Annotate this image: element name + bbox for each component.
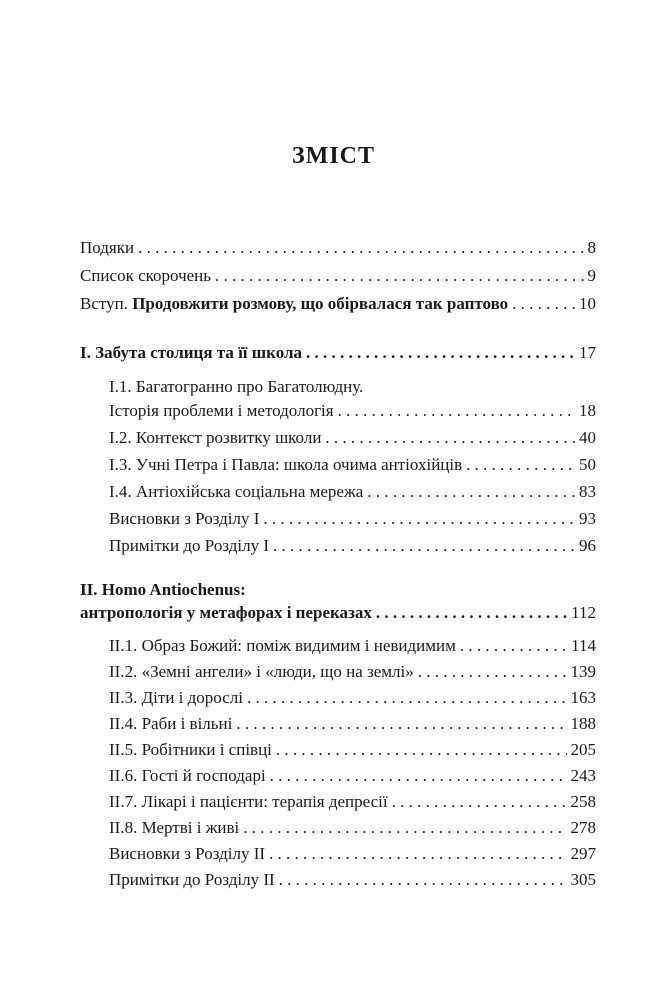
toc-entry-label: Примітки до Розділу II <box>109 870 275 889</box>
toc-entry-label: II.1. Образ Божий: поміж видимим і невидимим <box>109 636 456 655</box>
dot-leader <box>418 662 567 682</box>
toc-entry-label: I.3. Учні Петра і Павла: школа очима антіохійців <box>109 455 463 474</box>
toc-entry[interactable] <box>109 482 596 502</box>
toc-entry-page: 278 <box>570 818 596 837</box>
toc-entry[interactable] <box>109 662 596 682</box>
dot-leader <box>138 238 583 258</box>
dot-leader <box>269 844 566 864</box>
toc-entry-page: 163 <box>570 688 596 707</box>
toc-entry-page: 18 <box>579 401 596 420</box>
toc-entry-label: II.6. Гості й господарі <box>109 766 266 785</box>
toc-entry-label: I.4. Антіохійська соціальна мережа <box>109 482 364 501</box>
toc-entry-label: II.5. Робітники і співці <box>109 740 272 759</box>
toc-entry-label: II.8. Мертві і живі <box>109 818 240 837</box>
dot-leader <box>279 870 567 890</box>
dot-leader <box>243 818 566 838</box>
toc-entry-page: 83 <box>579 482 596 501</box>
toc-entry-page: 139 <box>570 662 596 681</box>
toc-entry-label: II.4. Раби і вільні <box>109 714 233 733</box>
dot-leader <box>270 766 567 786</box>
toc-entry[interactable] <box>109 792 596 812</box>
toc-entry-page: 188 <box>570 714 596 733</box>
dot-leader <box>263 509 575 529</box>
toc-entry[interactable] <box>109 870 596 890</box>
toc-entry-page: 93 <box>579 509 596 528</box>
toc-entry-prefix: Вступ. <box>80 294 128 313</box>
dot-leader <box>273 536 575 556</box>
toc-entry-page: 112 <box>571 603 596 622</box>
toc-entry-label: Висновки з Розділу I <box>109 509 260 528</box>
toc-entry-page: 17 <box>579 343 596 362</box>
toc-entry-label: Список скорочень <box>80 266 212 285</box>
toc-entry-page: 40 <box>579 428 596 447</box>
toc-entry-page: 10 <box>579 294 596 313</box>
toc-entry-label-line: I.1. Багатогранно про Багатолюдну. <box>109 377 364 396</box>
toc-entry[interactable] <box>109 740 596 760</box>
dot-leader <box>236 714 566 734</box>
chapter-heading: антропологія у метафорах і переказах <box>80 603 372 622</box>
dot-leader <box>338 401 575 421</box>
dot-leader <box>466 455 575 475</box>
dot-leader <box>392 792 567 812</box>
toc-entry[interactable] <box>109 714 596 734</box>
toc-chapter-1[interactable] <box>80 343 596 363</box>
toc-entry-introduction[interactable] <box>80 294 596 314</box>
toc-entry[interactable] <box>109 636 596 656</box>
dot-leader <box>247 688 567 708</box>
toc-entry-page: 114 <box>571 636 596 655</box>
chapter-heading-line: II. Homo Antiochenus: <box>80 580 246 599</box>
toc-entry-label: Продовжити розмову, що обірвалася так раптово <box>132 294 509 313</box>
toc-entry-page: 9 <box>587 266 596 285</box>
toc-entry[interactable] <box>109 766 596 786</box>
toc-entry[interactable] <box>109 818 596 838</box>
toc-entry[interactable] <box>109 509 596 529</box>
toc-entry[interactable] <box>109 428 596 448</box>
toc-entry-label: II.3. Діти і дорослі <box>109 688 243 707</box>
dot-leader <box>460 636 567 656</box>
toc-entry-page: 50 <box>579 455 596 474</box>
toc-entry-label: II.7. Лікарі і пацієнти: терапія депресії <box>109 792 388 811</box>
toc-chapter-2[interactable] <box>80 603 596 623</box>
toc-entry-page: 8 <box>587 238 596 257</box>
toc-entry-label: Примітки до Розділу I <box>109 536 269 555</box>
toc-entry-abbreviations[interactable] <box>80 266 596 286</box>
toc-entry-page: 96 <box>579 536 596 555</box>
toc-entry-label: Історія проблеми і методологія <box>109 401 334 420</box>
dot-leader <box>376 603 567 623</box>
toc-entry-page: 305 <box>570 870 596 889</box>
toc-entry-acknowledgements[interactable] <box>80 238 596 258</box>
dot-leader <box>276 740 567 760</box>
toc-entry-page: 258 <box>570 792 596 811</box>
toc-entry-label: I.2. Контекст розвитку школи <box>109 428 322 447</box>
dot-leader <box>306 343 575 363</box>
toc-entry[interactable] <box>109 455 596 475</box>
dot-leader <box>215 266 583 286</box>
toc-entry-label: Висновки з Розділу II <box>109 844 266 863</box>
dot-leader <box>512 294 575 314</box>
toc-entry[interactable] <box>109 844 596 864</box>
chapter-heading: I. Забута столиця та її школа <box>80 343 303 362</box>
toc-entry[interactable] <box>109 401 596 421</box>
toc-entry-page: 205 <box>570 740 596 759</box>
toc-entry-page: 297 <box>570 844 596 863</box>
toc-entry[interactable] <box>109 536 596 556</box>
toc-entry[interactable] <box>109 688 596 708</box>
toc-entry-page: 243 <box>570 766 596 785</box>
toc-entry-label: Подяки <box>80 238 135 257</box>
dot-leader <box>367 482 575 502</box>
dot-leader <box>325 428 575 448</box>
page-title: ЗМІСТ <box>292 143 375 169</box>
toc-entry-label: II.2. «Земні ангели» і «люди, що на землі» <box>109 662 414 681</box>
